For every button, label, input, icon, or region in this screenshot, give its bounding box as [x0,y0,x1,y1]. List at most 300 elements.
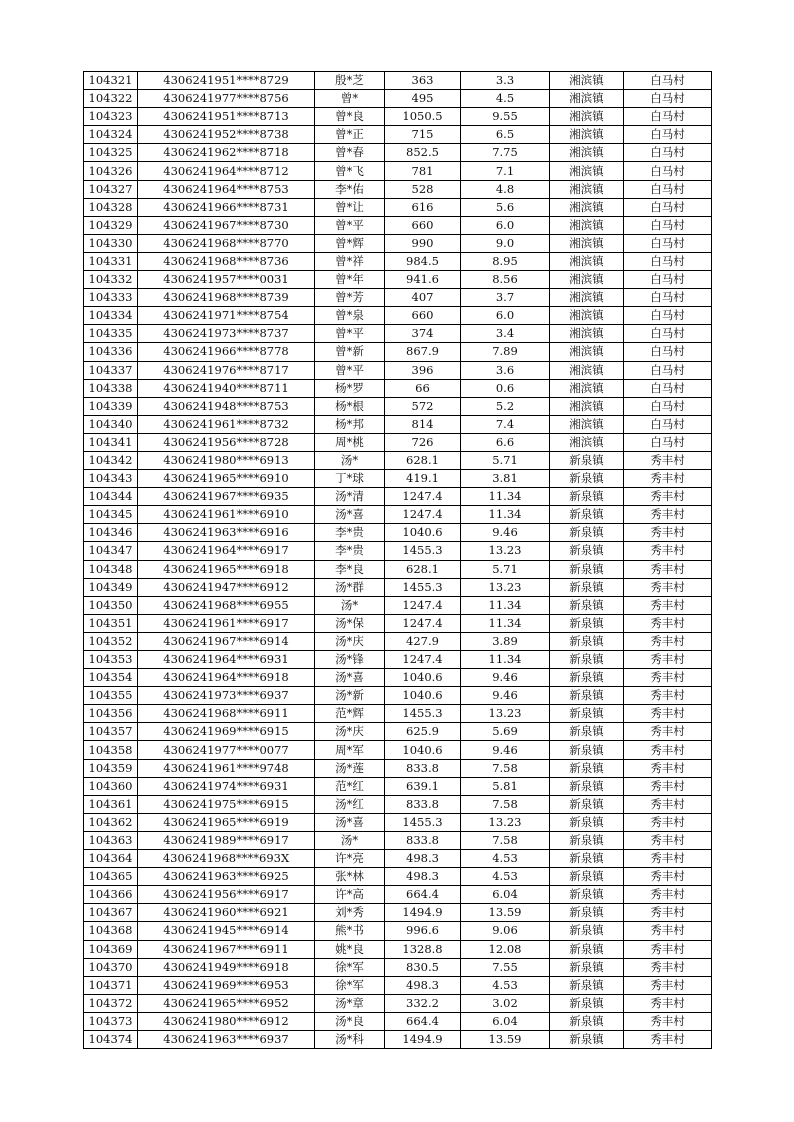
record-id-cell: 104371 [84,976,138,994]
table-row [84,524,712,542]
id-number-cell: 4306241961****6910 [138,506,315,524]
town-cell: 湘滨镇 [550,361,624,379]
table-row [84,415,712,433]
town-cell: 新泉镇 [550,795,624,813]
town-cell: 新泉镇 [550,651,624,669]
id-number-cell: 4306241989****6917 [138,831,315,849]
town-cell: 新泉镇 [550,669,624,687]
person-name-cell: 汤*新 [315,687,385,705]
area-cell: 4.53 [461,868,550,886]
record-id-cell: 104332 [84,271,138,289]
person-name-cell: 曾*辉 [315,234,385,252]
table-row [84,886,712,904]
record-id-cell: 104341 [84,433,138,451]
amount-cell: 833.8 [385,795,461,813]
record-id-cell: 104369 [84,940,138,958]
id-number-cell: 4306241973****6937 [138,687,315,705]
table-row [84,850,712,868]
town-cell: 湘滨镇 [550,72,624,90]
amount-cell: 66 [385,379,461,397]
id-number-cell: 4306241980****6913 [138,451,315,469]
person-name-cell: 李*贵 [315,542,385,560]
area-cell: 7.55 [461,958,550,976]
table-row [84,126,712,144]
town-cell: 湘滨镇 [550,234,624,252]
table-row [84,271,712,289]
record-id-cell: 104373 [84,1012,138,1030]
id-number-cell: 4306241949****6918 [138,958,315,976]
village-cell: 秀丰村 [624,976,712,994]
table-row [84,759,712,777]
record-id-cell: 104362 [84,813,138,831]
id-number-cell: 4306241980****6912 [138,1012,315,1030]
table-row [84,1012,712,1030]
id-number-cell: 4306241964****6918 [138,669,315,687]
id-number-cell: 4306241968****6955 [138,596,315,614]
id-number-cell: 4306241963****6925 [138,868,315,886]
table-row [84,162,712,180]
area-cell: 4.8 [461,180,550,198]
record-id-cell: 104360 [84,777,138,795]
id-number-cell: 4306241956****8728 [138,433,315,451]
amount-cell: 427.9 [385,632,461,650]
table-row [84,216,712,234]
amount-cell: 1455.3 [385,578,461,596]
table-row [84,252,712,270]
person-name-cell: 曾*平 [315,325,385,343]
village-cell: 白马村 [624,216,712,234]
person-name-cell: 曾*让 [315,198,385,216]
record-id-cell: 104335 [84,325,138,343]
town-cell: 湘滨镇 [550,90,624,108]
town-cell: 新泉镇 [550,451,624,469]
village-cell: 白马村 [624,307,712,325]
table-row [84,470,712,488]
town-cell: 新泉镇 [550,1030,624,1048]
id-number-cell: 4306241969****6953 [138,976,315,994]
town-cell: 新泉镇 [550,777,624,795]
id-number-cell: 4306241966****8731 [138,198,315,216]
record-id-cell: 104347 [84,542,138,560]
village-cell: 白马村 [624,415,712,433]
village-cell: 白马村 [624,72,712,90]
person-name-cell: 熊*书 [315,922,385,940]
table-row [84,361,712,379]
record-id-cell: 104364 [84,850,138,868]
record-id-cell: 104350 [84,596,138,614]
id-number-cell: 4306241952****8738 [138,126,315,144]
town-cell: 湘滨镇 [550,108,624,126]
amount-cell: 660 [385,307,461,325]
area-cell: 11.34 [461,596,550,614]
table-row [84,234,712,252]
id-number-cell: 4306241956****6917 [138,886,315,904]
table-row [84,108,712,126]
town-cell: 新泉镇 [550,886,624,904]
amount-cell: 833.8 [385,759,461,777]
person-name-cell: 徐*军 [315,958,385,976]
area-cell: 8.56 [461,271,550,289]
area-cell: 13.23 [461,542,550,560]
village-cell: 秀丰村 [624,651,712,669]
area-cell: 6.0 [461,307,550,325]
amount-cell: 363 [385,72,461,90]
record-id-cell: 104358 [84,741,138,759]
village-cell: 秀丰村 [624,850,712,868]
amount-cell: 1040.6 [385,669,461,687]
record-id-cell: 104326 [84,162,138,180]
table-row [84,343,712,361]
amount-cell: 664.4 [385,1012,461,1030]
table-row [84,307,712,325]
record-id-cell: 104372 [84,994,138,1012]
amount-cell: 419.1 [385,470,461,488]
table-row [84,632,712,650]
id-number-cell: 4306241947****6912 [138,578,315,596]
amount-cell: 1040.6 [385,741,461,759]
record-id-cell: 104344 [84,488,138,506]
person-name-cell: 杨*根 [315,397,385,415]
record-id-cell: 104331 [84,252,138,270]
area-cell: 7.75 [461,144,550,162]
village-cell: 秀丰村 [624,488,712,506]
area-cell: 11.34 [461,488,550,506]
area-cell: 11.34 [461,651,550,669]
village-cell: 白马村 [624,271,712,289]
id-number-cell: 4306241971****8754 [138,307,315,325]
amount-cell: 628.1 [385,560,461,578]
town-cell: 新泉镇 [550,850,624,868]
record-id-cell: 104348 [84,560,138,578]
table-row [84,596,712,614]
amount-cell: 990 [385,234,461,252]
person-name-cell: 刘*秀 [315,904,385,922]
amount-cell: 1040.6 [385,687,461,705]
person-name-cell: 汤*喜 [315,506,385,524]
area-cell: 4.53 [461,850,550,868]
person-name-cell: 汤*喜 [315,669,385,687]
table-row [84,723,712,741]
id-number-cell: 4306241966****8778 [138,343,315,361]
table-row [84,560,712,578]
village-cell: 白马村 [624,162,712,180]
person-name-cell: 汤*良 [315,1012,385,1030]
area-cell: 7.58 [461,795,550,813]
table-row [84,813,712,831]
table-row [84,777,712,795]
record-id-cell: 104366 [84,886,138,904]
record-id-cell: 104354 [84,669,138,687]
record-id-cell: 104330 [84,234,138,252]
area-cell: 11.34 [461,614,550,632]
id-number-cell: 4306241964****8753 [138,180,315,198]
record-id-cell: 104339 [84,397,138,415]
table-row [84,868,712,886]
table-row [84,72,712,90]
village-cell: 白马村 [624,252,712,270]
table-row [84,325,712,343]
id-number-cell: 4306241968****693X [138,850,315,868]
village-cell: 秀丰村 [624,958,712,976]
town-cell: 湘滨镇 [550,307,624,325]
town-cell: 湘滨镇 [550,415,624,433]
village-cell: 白马村 [624,397,712,415]
town-cell: 湘滨镇 [550,325,624,343]
table-row [84,578,712,596]
table-body [84,72,712,1049]
town-cell: 新泉镇 [550,940,624,958]
person-name-cell: 汤*喜 [315,813,385,831]
id-number-cell: 4306241973****8737 [138,325,315,343]
record-id-cell: 104343 [84,470,138,488]
person-name-cell: 姚*良 [315,940,385,958]
area-cell: 9.0 [461,234,550,252]
record-id-cell: 104355 [84,687,138,705]
person-name-cell: 汤* [315,451,385,469]
town-cell: 湘滨镇 [550,271,624,289]
town-cell: 新泉镇 [550,759,624,777]
person-name-cell: 汤*莲 [315,759,385,777]
village-cell: 秀丰村 [624,813,712,831]
town-cell: 新泉镇 [550,741,624,759]
area-cell: 9.46 [461,741,550,759]
person-name-cell: 汤*科 [315,1030,385,1048]
town-cell: 新泉镇 [550,976,624,994]
area-cell: 9.55 [461,108,550,126]
table-row [84,451,712,469]
amount-cell: 1494.9 [385,1030,461,1048]
record-id-cell: 104363 [84,831,138,849]
id-number-cell: 4306241967****6935 [138,488,315,506]
area-cell: 3.6 [461,361,550,379]
table-row [84,958,712,976]
village-cell: 白马村 [624,90,712,108]
record-id-cell: 104328 [84,198,138,216]
id-number-cell: 4306241965****6918 [138,560,315,578]
id-number-cell: 4306241967****8730 [138,216,315,234]
village-cell: 秀丰村 [624,506,712,524]
id-number-cell: 4306241974****6931 [138,777,315,795]
area-cell: 5.6 [461,198,550,216]
id-number-cell: 4306241964****8712 [138,162,315,180]
area-cell: 7.89 [461,343,550,361]
amount-cell: 867.9 [385,343,461,361]
table-row [84,705,712,723]
id-number-cell: 4306241957****0031 [138,271,315,289]
id-number-cell: 4306241967****6911 [138,940,315,958]
amount-cell: 830.5 [385,958,461,976]
area-cell: 0.6 [461,379,550,397]
town-cell: 湘滨镇 [550,144,624,162]
person-name-cell: 汤*群 [315,578,385,596]
person-name-cell: 曾*泉 [315,307,385,325]
person-name-cell: 曾*平 [315,216,385,234]
town-cell: 新泉镇 [550,904,624,922]
town-cell: 湘滨镇 [550,343,624,361]
village-cell: 白马村 [624,289,712,307]
person-name-cell: 汤*庆 [315,632,385,650]
record-id-cell: 104337 [84,361,138,379]
person-name-cell: 汤*锋 [315,651,385,669]
record-id-cell: 104365 [84,868,138,886]
id-number-cell: 4306241968****8736 [138,252,315,270]
area-cell: 11.34 [461,506,550,524]
table-row [84,506,712,524]
amount-cell: 616 [385,198,461,216]
area-cell: 6.6 [461,433,550,451]
village-cell: 秀丰村 [624,922,712,940]
person-name-cell: 曾*正 [315,126,385,144]
amount-cell: 833.8 [385,831,461,849]
record-id-cell: 104353 [84,651,138,669]
table-row [84,614,712,632]
amount-cell: 374 [385,325,461,343]
town-cell: 新泉镇 [550,488,624,506]
town-cell: 湘滨镇 [550,126,624,144]
area-cell: 7.4 [461,415,550,433]
town-cell: 新泉镇 [550,868,624,886]
village-cell: 白马村 [624,108,712,126]
record-id-cell: 104352 [84,632,138,650]
records-table [83,71,712,1049]
amount-cell: 1455.3 [385,813,461,831]
person-name-cell: 许*亮 [315,850,385,868]
person-name-cell: 杨*罗 [315,379,385,397]
amount-cell: 781 [385,162,461,180]
amount-cell: 572 [385,397,461,415]
id-number-cell: 4306241968****8770 [138,234,315,252]
person-name-cell: 曾*年 [315,271,385,289]
area-cell: 9.46 [461,687,550,705]
person-name-cell: 汤*红 [315,795,385,813]
record-id-cell: 104342 [84,451,138,469]
area-cell: 7.58 [461,759,550,777]
amount-cell: 1328.8 [385,940,461,958]
area-cell: 3.02 [461,994,550,1012]
person-name-cell: 张*林 [315,868,385,886]
person-name-cell: 殷*芝 [315,72,385,90]
village-cell: 秀丰村 [624,470,712,488]
town-cell: 新泉镇 [550,632,624,650]
village-cell: 秀丰村 [624,542,712,560]
village-cell: 秀丰村 [624,687,712,705]
village-cell: 秀丰村 [624,904,712,922]
town-cell: 湘滨镇 [550,289,624,307]
area-cell: 13.23 [461,578,550,596]
table-row [84,379,712,397]
area-cell: 3.81 [461,470,550,488]
amount-cell: 1494.9 [385,904,461,922]
village-cell: 秀丰村 [624,560,712,578]
amount-cell: 407 [385,289,461,307]
town-cell: 新泉镇 [550,524,624,542]
person-name-cell: 周*桃 [315,433,385,451]
village-cell: 秀丰村 [624,669,712,687]
area-cell: 8.95 [461,252,550,270]
village-cell: 白马村 [624,126,712,144]
record-id-cell: 104357 [84,723,138,741]
town-cell: 新泉镇 [550,506,624,524]
area-cell: 3.89 [461,632,550,650]
town-cell: 新泉镇 [550,687,624,705]
table-row [84,542,712,560]
area-cell: 7.58 [461,831,550,849]
area-cell: 12.08 [461,940,550,958]
record-id-cell: 104359 [84,759,138,777]
town-cell: 新泉镇 [550,723,624,741]
person-name-cell: 范*红 [315,777,385,795]
person-name-cell: 汤*清 [315,488,385,506]
id-number-cell: 4306241965****6919 [138,813,315,831]
table-row [84,669,712,687]
id-number-cell: 4306241964****6917 [138,542,315,560]
record-id-cell: 104368 [84,922,138,940]
person-name-cell: 曾*良 [315,108,385,126]
village-cell: 白马村 [624,433,712,451]
table-row [84,741,712,759]
id-number-cell: 4306241975****6915 [138,795,315,813]
record-id-cell: 104370 [84,958,138,976]
area-cell: 6.04 [461,886,550,904]
id-number-cell: 4306241976****8717 [138,361,315,379]
area-cell: 3.4 [461,325,550,343]
town-cell: 新泉镇 [550,578,624,596]
record-id-cell: 104340 [84,415,138,433]
id-number-cell: 4306241951****8729 [138,72,315,90]
amount-cell: 1247.4 [385,506,461,524]
town-cell: 新泉镇 [550,994,624,1012]
amount-cell: 1455.3 [385,705,461,723]
person-name-cell: 李*贵 [315,524,385,542]
town-cell: 新泉镇 [550,813,624,831]
record-id-cell: 104325 [84,144,138,162]
person-name-cell: 周*军 [315,741,385,759]
table-row [84,976,712,994]
table-row [84,651,712,669]
amount-cell: 639.1 [385,777,461,795]
person-name-cell: 曾*祥 [315,252,385,270]
id-number-cell: 4306241940****8711 [138,379,315,397]
village-cell: 白马村 [624,343,712,361]
area-cell: 9.46 [461,669,550,687]
person-name-cell: 曾*春 [315,144,385,162]
town-cell: 湘滨镇 [550,379,624,397]
village-cell: 秀丰村 [624,886,712,904]
town-cell: 新泉镇 [550,1012,624,1030]
table-row [84,687,712,705]
town-cell: 湘滨镇 [550,433,624,451]
id-number-cell: 4306241965****6910 [138,470,315,488]
table-row [84,397,712,415]
amount-cell: 498.3 [385,976,461,994]
table-row [84,922,712,940]
amount-cell: 625.9 [385,723,461,741]
amount-cell: 660 [385,216,461,234]
record-id-cell: 104361 [84,795,138,813]
area-cell: 4.53 [461,976,550,994]
amount-cell: 495 [385,90,461,108]
town-cell: 新泉镇 [550,596,624,614]
table-row [84,198,712,216]
person-name-cell: 杨*邦 [315,415,385,433]
table-row [84,144,712,162]
table-row [84,904,712,922]
area-cell: 5.69 [461,723,550,741]
record-id-cell: 104334 [84,307,138,325]
village-cell: 秀丰村 [624,1030,712,1048]
area-cell: 5.2 [461,397,550,415]
person-name-cell: 范*辉 [315,705,385,723]
